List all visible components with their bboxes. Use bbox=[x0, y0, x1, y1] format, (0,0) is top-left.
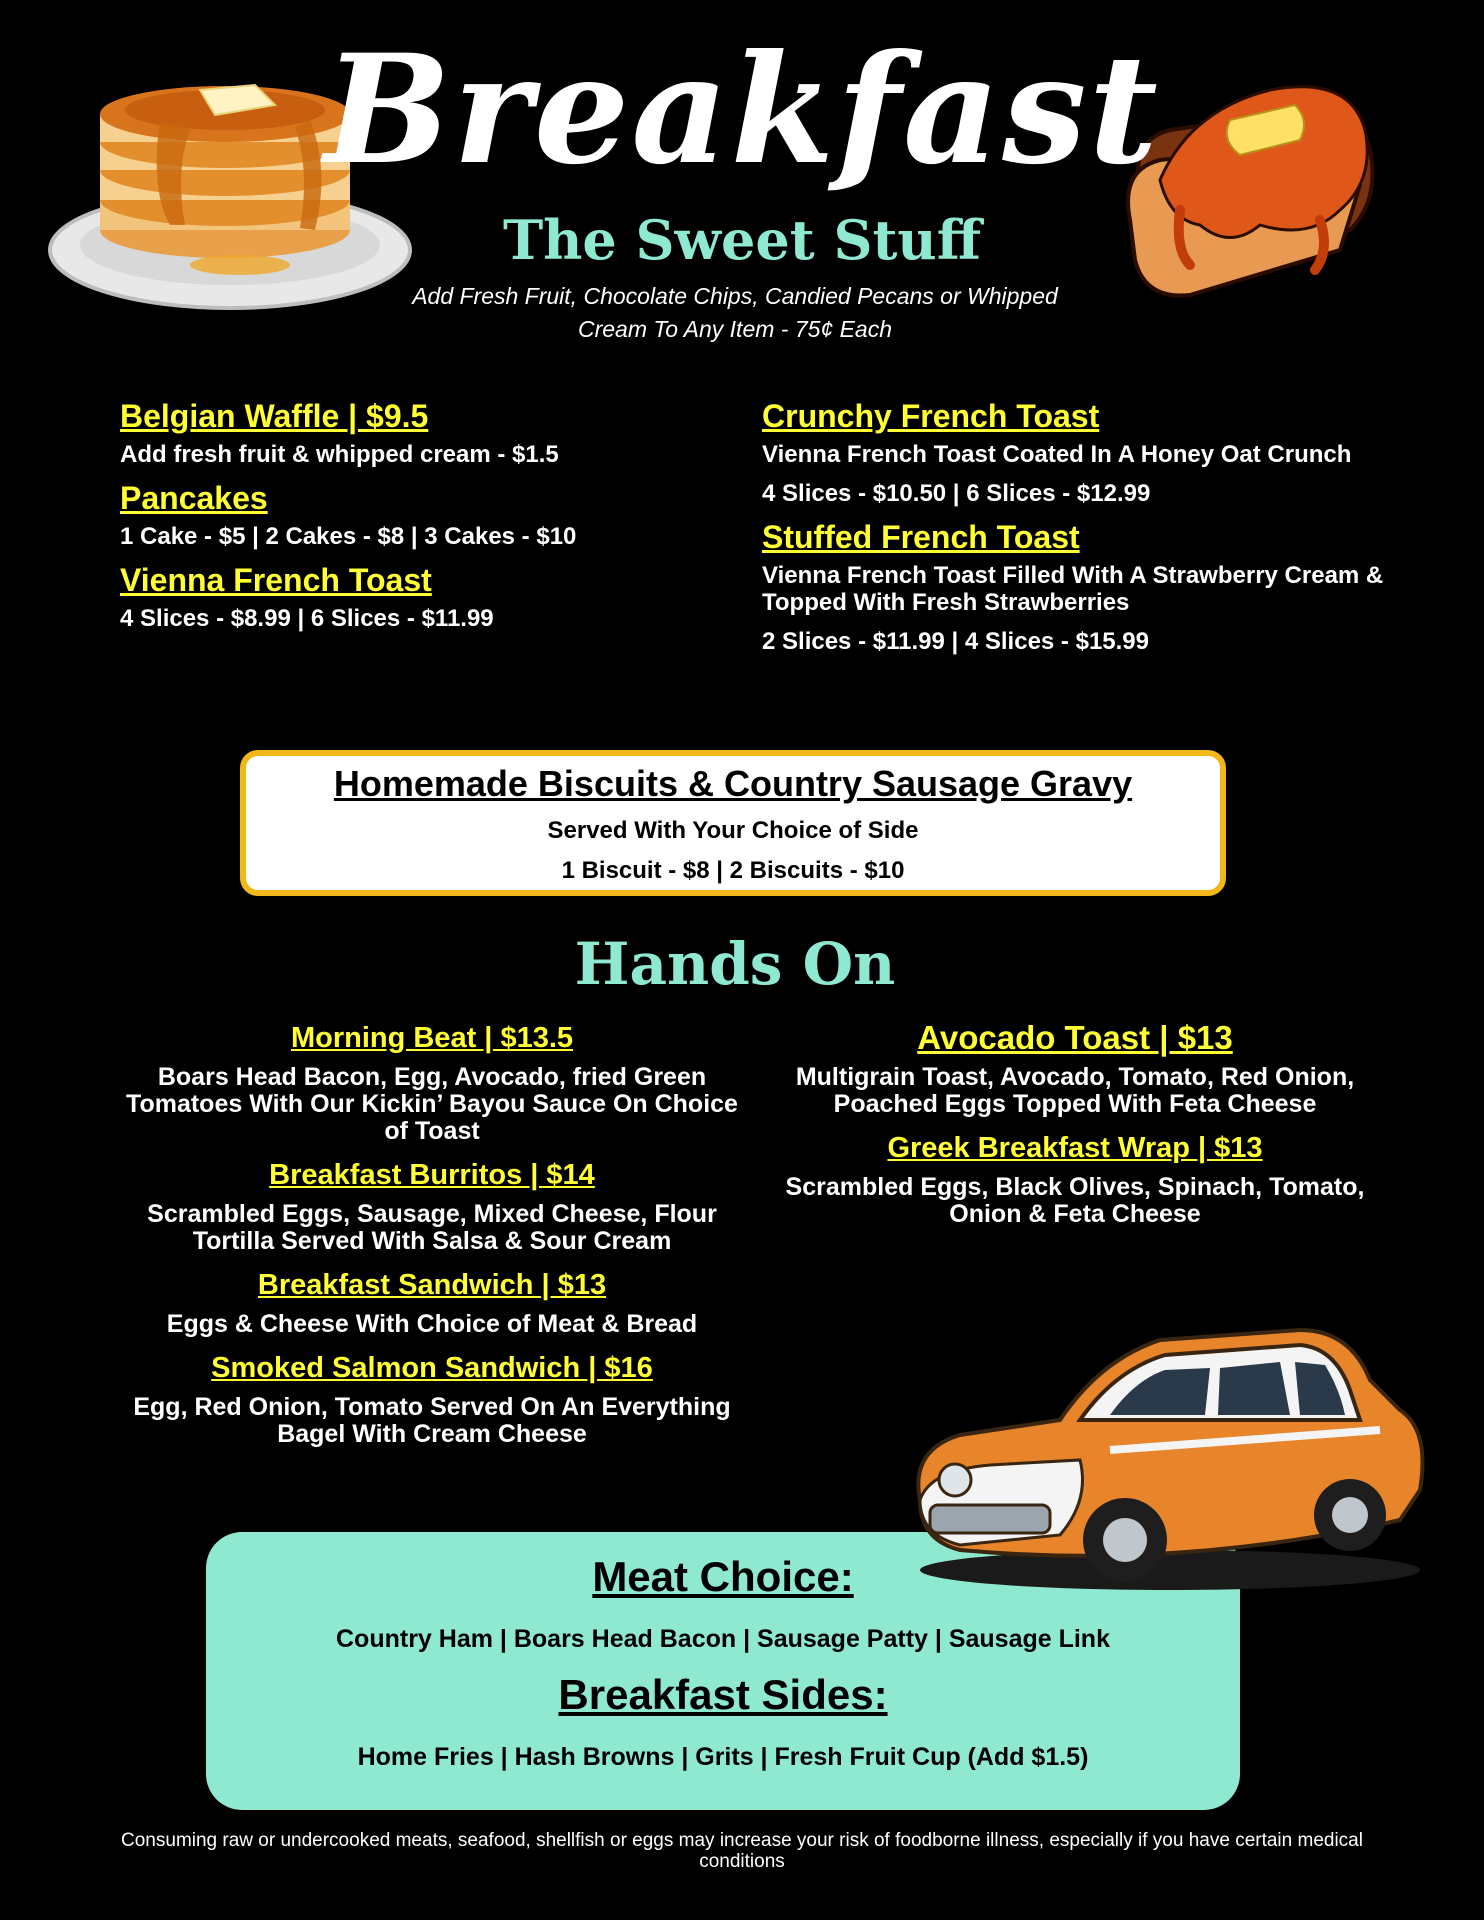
item-desc: 4 Slices - $8.99 | 6 Slices - $11.99 bbox=[120, 605, 494, 632]
item-desc: Multigrain Toast, Avocado, Tomato, Red Onion, Poached Eggs Topped With Feta Cheese bbox=[795, 1063, 1355, 1118]
item-name: Breakfast Sandwich | $13 bbox=[257, 1269, 607, 1301]
biscuits-price: 1 Biscuit - $8 | 2 Biscuits - $10 bbox=[561, 857, 905, 884]
item-name: Breakfast Burritos | $14 bbox=[269, 1159, 595, 1191]
menu-item bbox=[120, 560, 680, 632]
item-name: Vienna French Toast bbox=[120, 562, 432, 598]
item-name: Stuffed French Toast bbox=[762, 519, 1080, 555]
item-desc: Vienna French Toast Coated In A Honey Oat Crunch bbox=[762, 441, 1352, 468]
meat-choice-list: Country Ham | Boars Head Bacon | Sausage Patty | Sausage Link bbox=[336, 1625, 1110, 1653]
item-name: Smoked Salmon Sandwich | $16 bbox=[211, 1352, 653, 1384]
item-desc: Vienna French Toast Filled With A Strawberry Cream & Topped With Fresh Strawberries bbox=[762, 562, 1384, 616]
hands-on-right-column bbox=[770, 1020, 1380, 1240]
item-name: Morning Beat | $13.5 bbox=[290, 1022, 574, 1054]
item-desc: Scrambled Eggs, Sausage, Mixed Cheese, Flour Tortilla Served With Salsa & Sour Cream bbox=[147, 1200, 717, 1255]
add-ons-note: Add Fresh Fruit, Chocolate Chips, Candied Pecans or Whipped Cream To Any Item - 75¢ Each bbox=[412, 283, 1058, 342]
menu-item bbox=[112, 1157, 752, 1255]
item-desc: Scrambled Eggs, Black Olives, Spinach, Tomato, Onion & Feta Cheese bbox=[785, 1173, 1365, 1228]
item-price: 4 Slices - $10.50 | 6 Slices - $12.99 bbox=[762, 480, 1151, 507]
item-desc: 1 Cake - $5 | 2 Cakes - $8 | 3 Cakes - $10 bbox=[120, 523, 577, 550]
item-desc: Egg, Red Onion, Tomato Served On An Everything Bagel With Cream Cheese bbox=[133, 1393, 731, 1448]
menu-item bbox=[120, 478, 680, 550]
item-name: Belgian Waffle | $9.5 bbox=[120, 398, 429, 434]
section-title-hands-on: Hands On bbox=[574, 930, 896, 998]
biscuits-feature-box bbox=[240, 750, 1226, 896]
breakfast-sides-heading: Breakfast Sides: bbox=[558, 1671, 888, 1718]
item-name: Pancakes bbox=[120, 480, 268, 516]
section-title-sweet-stuff: The Sweet Stuff bbox=[502, 208, 982, 272]
breakfast-sides-list: Home Fries | Hash Browns | Grits | Fresh Fruit Cup (Add $1.5) bbox=[357, 1743, 1089, 1771]
food-safety-disclaimer: Consuming raw or undercooked meats, seafood, shellfish or eggs may increase your risk of foodborne illness, especially if you have certain medical conditions bbox=[121, 1830, 1363, 1872]
biscuits-title: Homemade Biscuits & Country Sausage Gravy bbox=[333, 763, 1133, 804]
hands-on-left-column bbox=[112, 1020, 752, 1460]
menu-item bbox=[770, 1020, 1380, 1118]
sweet-left-column bbox=[120, 396, 680, 642]
item-name: Avocado Toast | $13 bbox=[917, 1019, 1233, 1056]
biscuits-side-note: Served With Your Choice of Side bbox=[547, 817, 919, 844]
item-desc: Eggs & Cheese With Choice of Meat & Bread bbox=[166, 1310, 698, 1338]
menu-item bbox=[112, 1020, 752, 1145]
item-price: 2 Slices - $11.99 | 4 Slices - $15.99 bbox=[762, 628, 1149, 655]
meat-choice-heading: Meat Choice: bbox=[592, 1553, 854, 1600]
menu-title: Breakfast bbox=[324, 22, 1160, 198]
menu-item bbox=[120, 396, 680, 468]
menu-item bbox=[770, 1130, 1380, 1228]
menu-item bbox=[762, 517, 1402, 655]
vintage-car-illustration bbox=[880, 1300, 1440, 1600]
item-desc: Add fresh fruit & whipped cream - $1.5 bbox=[120, 441, 559, 468]
sweet-right-column bbox=[762, 396, 1402, 665]
item-name: Crunchy French Toast bbox=[762, 398, 1100, 434]
menu-item bbox=[762, 396, 1402, 507]
item-desc: Boars Head Bacon, Egg, Avocado, fried Green Tomatoes With Our Kickin’ Bayou Sauce On Choice of Toast bbox=[126, 1063, 738, 1145]
menu-item bbox=[112, 1267, 752, 1338]
menu-item bbox=[112, 1350, 752, 1448]
item-name: Greek Breakfast Wrap | $13 bbox=[887, 1132, 1263, 1164]
